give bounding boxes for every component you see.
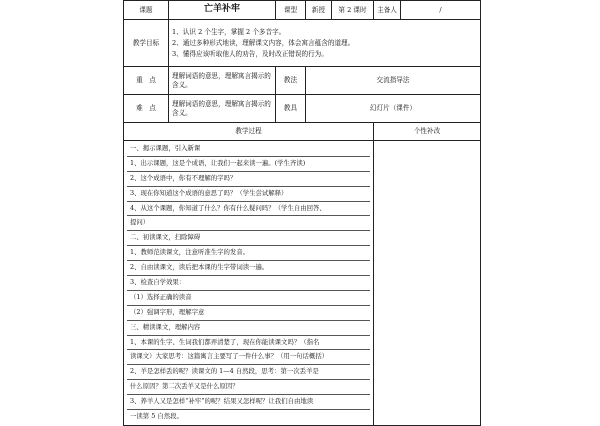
key-point-content: 理解词语的意思，理解寓言揭示的含义。	[169, 67, 276, 95]
process-line: 1、出示课题，这是个成语，让我们一起来读一遍。(学生齐读)	[127, 157, 370, 172]
difficulty-content: 理解词语的意思，理解寓言揭示的含义。	[169, 95, 276, 123]
process-line: 一、揭示课题，引入新课	[127, 142, 370, 157]
goals-row	[124, 20, 481, 67]
process-line: 3、养羊人又是怎样“补牢”的呢？结果又怎样呢？让我们自由地读	[127, 395, 370, 410]
type-label: 课型	[276, 1, 306, 20]
key-point-label: 重 点	[124, 67, 169, 95]
process-line: 2、自由读课文，读后把本课的生字带词读一遍。	[127, 261, 370, 276]
process-line: 2、羊是怎样丢的呢？读课文的 1—4 自然段，思考：第一次丢羊是	[127, 365, 370, 380]
process-content	[124, 141, 374, 426]
process-line: 4、从这个课题，你知道了什么？你有什么疑问吗？（学生自由回答、	[127, 202, 370, 217]
process-line: 什么原因？第二次丢羊又是什么原因？	[127, 380, 370, 395]
process-line: 一读第 5 自然段。	[130, 412, 183, 421]
process-line: 三、精读课文，理解内容	[127, 321, 370, 336]
type-value: 新授	[306, 1, 332, 20]
goals-content	[169, 20, 481, 67]
personal-header: 个性补改	[374, 123, 481, 141]
process-line: 二、初读课文，扫除障碍	[127, 231, 370, 246]
goal-item: 3、懂得应该听取他人的劝告，及时改正错误的行为。	[172, 49, 328, 58]
lesson-plan-table	[123, 0, 481, 426]
period-value: 第 2 课时	[332, 1, 374, 20]
process-line: 读课文）大家思考：这篇寓言主要写了一件什么事？（用一句话概括）	[127, 350, 370, 365]
goals-label: 教学目标	[124, 20, 169, 67]
tool-value: 幻灯片（课件）	[306, 95, 481, 123]
goal-item: 1、认识 2 个生字，掌握 2 个多音字。	[172, 27, 286, 36]
difficulty-label: 难 点	[124, 95, 169, 123]
preparer-label: 主备人	[374, 1, 401, 20]
topic-label: 课题	[124, 1, 169, 20]
process-line: 3、检查自学效果：	[127, 276, 370, 291]
process-header-row	[124, 123, 481, 141]
process-line: 2、这个成语中，你有不理解的字吗？	[127, 172, 370, 187]
process-line: 3、现在你知道这个成语的意思了吗？（学生尝试解释）	[127, 187, 370, 202]
goal-item: 2、通过多种形式地读，理解课文内容，体会寓言蕴含的道理。	[172, 38, 355, 47]
tool-label: 教具	[276, 95, 306, 123]
process-line: 1、本课的生字、生词我们都弄清楚了，现在你能读课文吗？（指名	[127, 336, 370, 351]
method-value: 交流指导法	[306, 67, 481, 95]
process-line: （2）强调字形，理解字意	[127, 306, 370, 321]
header-row	[124, 1, 481, 20]
process-line: （1）选择正确的读音	[127, 291, 370, 306]
personal-notes-cell	[374, 141, 481, 426]
process-line: 提问）	[127, 216, 370, 231]
preparer-value: /	[401, 1, 481, 20]
process-header: 教学过程	[124, 123, 374, 141]
difficulty-row	[124, 95, 481, 123]
process-line: 1、教师范读课文，注意听准生字的发音。	[127, 246, 370, 261]
key-point-row	[124, 67, 481, 95]
lesson-plan-sheet	[123, 0, 480, 421]
method-label: 教法	[276, 67, 306, 95]
process-row	[124, 141, 481, 426]
topic-value: 亡羊补牢	[169, 1, 276, 20]
